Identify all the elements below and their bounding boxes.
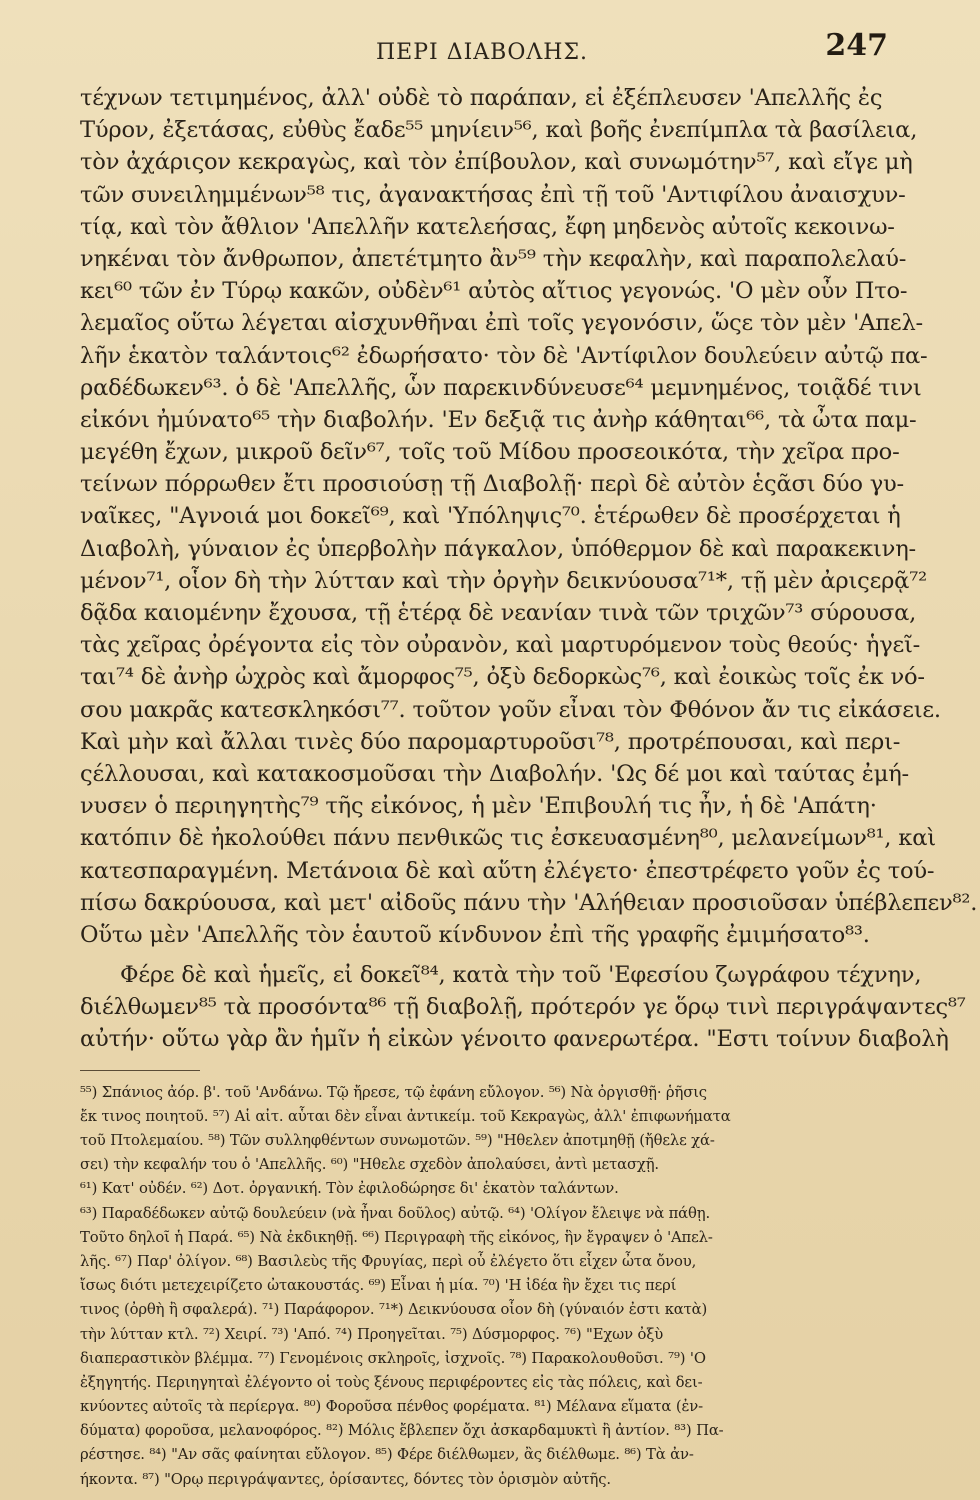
text-line: κατεσπαραγμένη. Μετάνοια δὲ καὶ αὕτη ἐλέγετο· ἐπεστρέφετο γοῦν ἐς τού- xyxy=(80,857,935,884)
footnotes xyxy=(80,1081,884,1492)
text-line: δᾷδα καιομένην ἔχουσα, τῇ ἑτέρᾳ δὲ νεανίαν τινὰ τῶν τριχῶν⁷³ σύρουσα, xyxy=(80,600,917,626)
footnote-line: δύματα) φοροῦσα, μελανοφόρος. ⁸²) Μόλις ἔβλεπεν ὄχι ἀσκαρδαμυκτὶ ἢ ἀντίον. ⁸³) Πα- xyxy=(80,1422,724,1440)
main-text xyxy=(80,82,978,951)
text-line: τὸν ἀχάριςον κεκραγὼς, καὶ τὸν ἐπίβουλον, καὶ συνωμότην⁵⁷, καὶ εἴγε μὴ xyxy=(80,149,913,176)
text-line: Καὶ μὴν καὶ ἄλλαι τινὲς δύο παρομαρτυροῦσι⁷⁸, προτρέπουσαι, καὶ περι- xyxy=(80,728,901,755)
text-line: ςέλλουσαι, καὶ κατακοσμοῦσαι τὴν Διαβολήν. 'Ως δέ μοι καὶ ταύτας ἐμή- xyxy=(80,760,909,787)
text-line: σου μακρᾶς κατεσκληκόσι⁷⁷. τοῦτον γοῦν εἶναι τὸν Φθόνον ἄν τις εἰκάσειε. xyxy=(80,696,941,723)
footnote-line: ⁶³) Παραδέδωκεν αὐτῷ δουλεύειν (νὰ ἦναι δοῦλος) αὐτῷ. ⁶⁴) 'Ολίγον ἔλειψε νὰ πάθῃ. xyxy=(80,1204,711,1222)
footnote-line: τοῦ Πτολεμαίου. ⁵⁸) Τῶν συλληφθέντων συνωμοτῶν. ⁵⁹) "Ηθελεν ἀποτμηθῇ (ἤθελε χά- xyxy=(80,1132,715,1149)
footnote-line: ἐξηγητής. Περιηγηταὶ ἐλέγοντο οἱ τοὺς ξένους περιφέροντες εἰς τὰς πόλεις, καὶ δει- xyxy=(80,1373,703,1391)
text-line: λεμαῖος οὕτω λέγεται αἰσχυνθῆναι ἐπὶ τοῖς γεγονόσιν, ὥςε τὸν μὲν 'Απελ- xyxy=(80,310,923,337)
footnote-line: ⁵⁵) Σπάνιος ἀόρ. β'. τοῦ 'Ανδάνω. Τῷ ἤρεσε, τῷ ἐφάνη εὔλογον. ⁵⁶) Νὰ ὀργισθῇ· ῥῆσις xyxy=(80,1083,707,1101)
text-line: νυσεν ὁ περιηγητὴς⁷⁹ τῆς εἰκόνος, ἡ μὲν 'Επιβουλή τις ἦν, ἡ δὲ 'Απάτη· xyxy=(80,793,877,820)
footnote-line: ἔκ τινος ποιητοῦ. ⁵⁷) Αἱ αἰτ. αὗται δὲν εἶναι ἀντικείμ. τοῦ Κεκραγὼς, ἀλλ' ἐπιφωνήματα xyxy=(80,1107,731,1125)
footnote-line: Τοῦτο δηλοῖ ἡ Παρά. ⁶⁵) Νὰ ἐκδικηθῇ. ⁶⁶) Περιγραφὴ τῆς εἰκόνος, ἣν ἔγραψεν ὁ 'Απελ- xyxy=(80,1228,713,1246)
footnote-line: λῆς. ⁶⁷) Παρ' ὀλίγον. ⁶⁸) Βασιλεὺς τῆς Φρυγίας, περὶ οὗ ἐλέγετο ὅτι εἶχεν ὦτα ὄνου, xyxy=(80,1252,697,1270)
text-line: τείνων πόρρωθεν ἔτι προσιούσῃ τῇ Διαβολῇ· περὶ δὲ αὐτὸν ἑςᾶσι δύο γυ- xyxy=(80,471,904,498)
text-line: ραδέδωκεν⁶³. ὁ δὲ 'Απελλῆς, ὧν παρεκινδύνευσε⁶⁴ μεμνημένος, τοιᾷδέ τινι xyxy=(80,374,922,401)
footnote-line: ⁶¹) Κατ' οὐδέν. ⁶²) Δοτ. ὀργανική. Τὸν ἐφιλοδώρησε δι' ἑκατὸν ταλάντων. xyxy=(80,1180,619,1198)
text-line: εἰκόνι ἠμύνατο⁶⁵ τὴν διαβολήν. 'Εν δεξιᾷ τις ἀνὴρ κάθηται⁶⁶, τὰ ὦτα παμ- xyxy=(80,406,917,433)
text-line: πίσω δακρύουσα, καὶ μετ' αἰδοῦς πάνυ τὴν 'Αλήθειαν προσιοῦσαν ὑπέβλεπεν⁸². xyxy=(80,889,978,916)
footnote-line: σει) τὴν κεφαλήν του ὁ 'Απελλῆς. ⁶⁰) "Ηθελε σχεδὸν ἀπολαύσει, ἀντὶ μετασχῇ. xyxy=(80,1156,659,1174)
text-line: κατόπιν δὲ ἠκολούθει πάνυ πενθικῶς τις ἐσκευασμένη⁸⁰, μελανείμων⁸¹, καὶ xyxy=(80,825,936,852)
text-line: Οὕτω μὲν 'Απελλῆς τὸν ἑαυτοῦ κίνδυνον ἐπὶ τῆς γραφῆς ἐμιμήσατο⁸³. xyxy=(80,921,870,948)
footnote-line: κνύοντες αὐτοῖς τὰ περίεργα. ⁸⁰) Φοροῦσα πένθος φορέματα. ⁸¹) Μέλανα εἵματα (ἐν- xyxy=(80,1398,703,1416)
text-line: Τύρον, ἐξετάσας, εὐθὺς ἔαδε⁵⁵ μηνίειν⁵⁶, καὶ βοῆς ἐνεπίμπλα τὰ βασίλεια, xyxy=(80,117,918,144)
text-line: ναῖκες, "Αγνοιά μοι δοκεῖ⁶⁹, καὶ 'Υπόληψις⁷⁰. ἑτέρωθεν δὲ προσέρχεται ἡ xyxy=(80,503,901,530)
text-line: διέλθωμεν⁸⁵ τὰ προσόντα⁸⁶ τῇ διαβολῇ, πρότερόν γε ὅρῳ τινὶ περιγράψαντες⁸⁷ xyxy=(80,994,966,1021)
text-line: ται⁷⁴ δὲ ἀνὴρ ὠχρὸς καὶ ἄμορφος⁷⁵, ὀξὺ δεδορκὼς⁷⁶, καὶ ἐοικὼς τοῖς ἐκ νό- xyxy=(80,664,925,691)
text-line: μεγέθη ἔχων, μικροῦ δεῖν⁶⁷, τοῖς τοῦ Μίδου προσεοικότα, τὴν χεῖρα προ- xyxy=(80,439,900,466)
text-line: Φέρε δὲ καὶ ἡμεῖς, εἰ δοκεῖ⁸⁴, κατὰ τὴν τοῦ 'Εφεσίου ζωγράφου τέχνην, xyxy=(120,962,922,989)
text-line: τέχνων τετιμημένος, ἀλλ' οὐδὲ τὸ παράπαν, εἰ ἐξέπλευσεν 'Απελλῆς ἐς xyxy=(80,85,883,111)
text-line: τὰς χεῖρας ὀρέγοντα εἰς τὸν οὐρανὸν, καὶ μαρτυρόμενον τοὺς θεούς· ἡγεῖ- xyxy=(80,632,921,659)
text-line: τῶν συνειλημμένων⁵⁸ τις, ἀγανακτήσας ἐπὶ τῇ τοῦ 'Αντιφίλου ἀναισχυν- xyxy=(80,181,906,208)
text-line: λῆν ἑκατὸν ταλάντοις⁶² ἐδωρήσατο· τὸν δὲ 'Αντίφιλον δουλεύειν αὐτῷ πα- xyxy=(80,342,928,369)
footnote-line: ρέστησε. ⁸⁴) "Αν σᾶς φαίνηται εὔλογον. ⁸⁵) Φέρε διέλθωμεν, ἂς διέλθωμε. ⁸⁶) Τὰ ἀν- xyxy=(80,1446,694,1464)
text-line: αὐτήν· οὕτω γὰρ ἂν ἡμῖν ἡ εἰκὼν γένοιτο φανερωτέρα. "Εστι τοίνυν διαβολὴ xyxy=(80,1026,949,1053)
text-line: κει⁶⁰ τῶν ἐν Τύρῳ κακῶν, οὐδὲν⁶¹ αὐτὸς αἴτιος γεγονώς. 'Ο μὲν οὖν Πτο- xyxy=(80,278,908,305)
footnote-line: διαπεραστικὸν βλέμμα. ⁷⁷) Γενομένοις σκληροῖς, ἰσχνοῖς. ⁷⁸) Παρακολουθοῦσι. ⁷⁹) 'Ο xyxy=(80,1349,706,1367)
page-number: 247 xyxy=(825,28,888,63)
text-line: νηκέναι τὸν ἄνθρωπον, ἀπετέτμητο ἂν⁵⁹ τὴν κεφαλὴν, καὶ παραπολελαύ- xyxy=(80,245,907,272)
footnote-line: τὴν λύτταν κτλ. ⁷²) Χειρί. ⁷³) 'Από. ⁷⁴) Προηγεῖται. ⁷⁵) Δύσμορφος. ⁷⁶) "Εχων ὀξὺ xyxy=(80,1325,664,1343)
main-text-paragraph-2 xyxy=(80,959,966,1056)
text-line: τίᾳ, καὶ τὸν ἄθλιον 'Απελλῆν κατελεήσας, ἔφη μηδενὸς αὐτοῖς κεκοινω- xyxy=(80,213,895,240)
text-line: μένον⁷¹, οἷον δὴ τὴν λύτταν καὶ τὴν ὀργὴν δεικνύουσα⁷¹*, τῇ μὲν ἀριςερᾷ⁷² xyxy=(80,567,927,594)
footnote-rule xyxy=(80,1070,200,1071)
text-line: Διαβολὴ, γύναιον ἐς ὑπερβολὴν πάγκαλον, ὑπόθερμον δὲ καὶ παρακεκινη- xyxy=(80,535,916,562)
footnote-line: τινος (ὀρθὴ ἢ σφαλερά). ⁷¹) Παράφορον. ⁷¹*) Δεικνύουσα οἷον δὴ (γύναιόν ἐστι κατὰ) xyxy=(80,1301,708,1319)
running-title: ΠΕΡΙ ΔΙΑΒΟΛΗΣ. xyxy=(375,40,589,65)
footnote-line: ήκοντα. ⁸⁷) "Ορῳ περιγράψαντες, ὁρίσαντες, δόντες τὸν ὁρισμὸν αὐτῆς. xyxy=(80,1470,611,1488)
footnote-line: ἴσως διότι μετεχειρίζετο ὠτακουστάς. ⁶⁹) Εἶναι ἡ μία. ⁷⁰) 'Η ἰδέα ἣν ἔχει τις περί xyxy=(80,1277,677,1295)
page-header xyxy=(80,22,888,74)
